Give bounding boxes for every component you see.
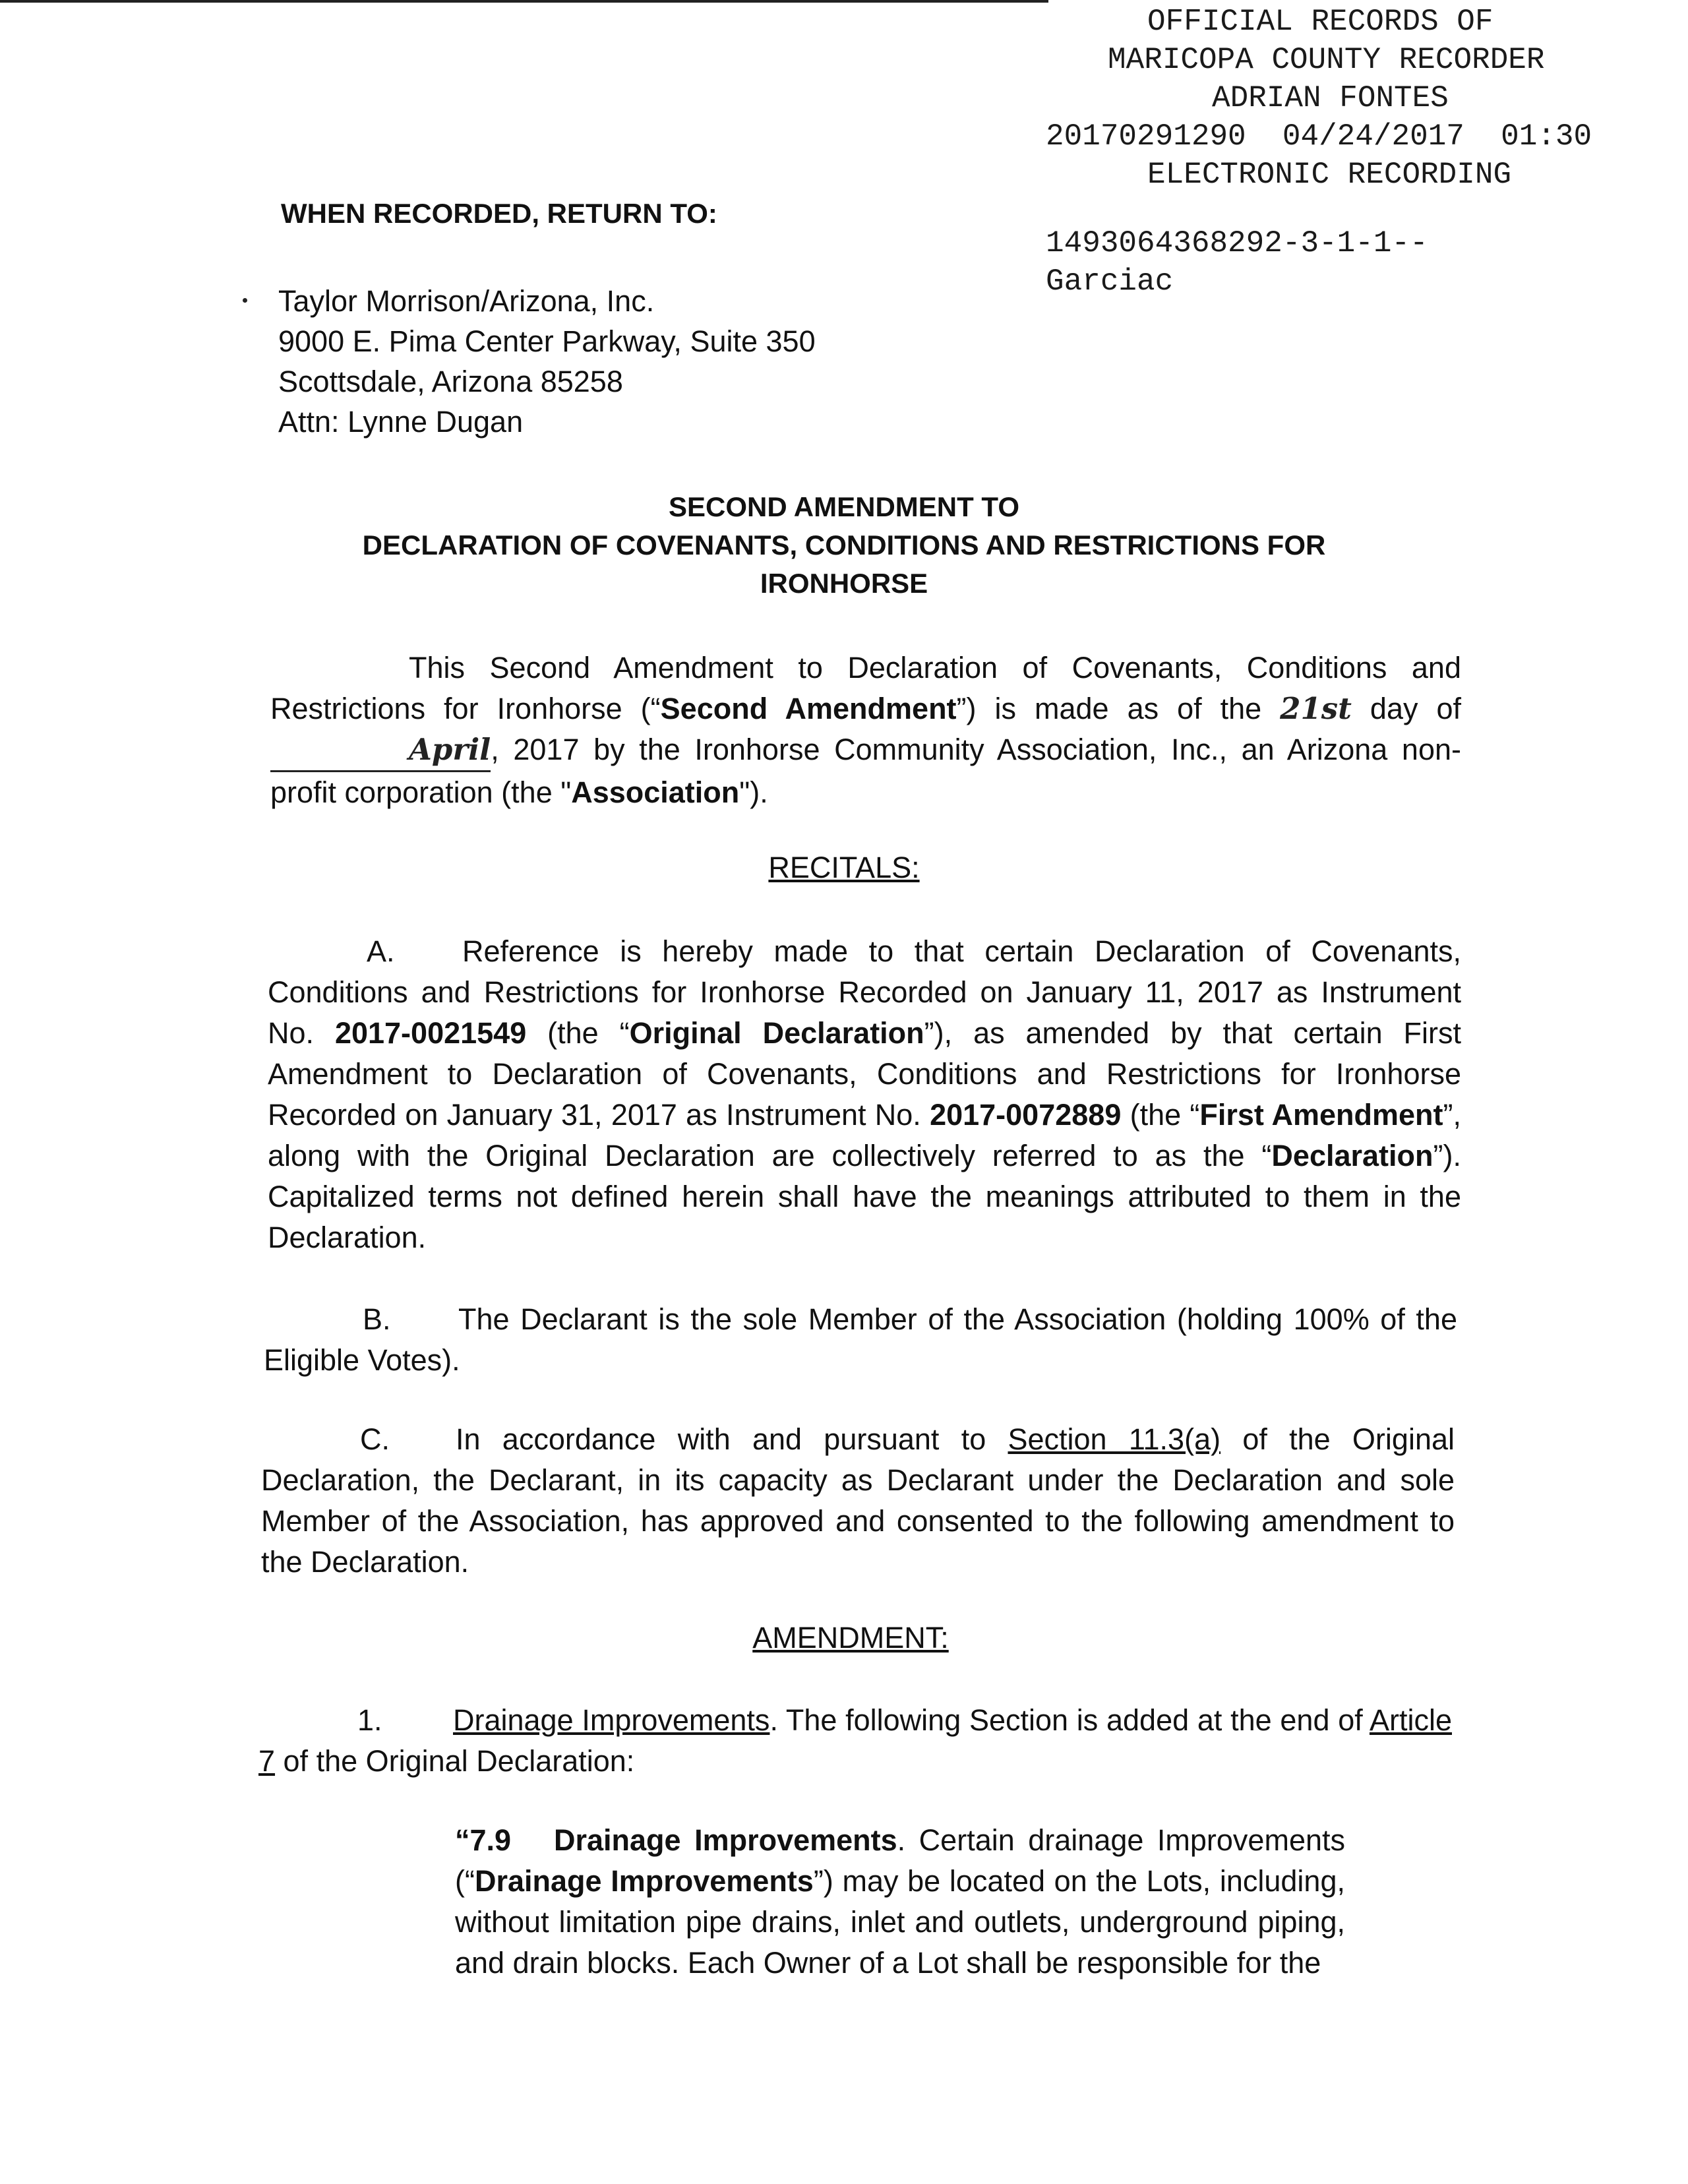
item-title: Drainage Improvements	[453, 1703, 770, 1737]
handwritten-month: April	[270, 729, 491, 772]
return-to-label: WHEN RECORDED, RETURN TO:	[281, 198, 717, 229]
defined-term: First Amendment	[1199, 1098, 1443, 1132]
top-rule	[0, 0, 1048, 3]
recording-id-line: 1493064368292-3-1-1--	[1046, 226, 1428, 260]
recording-clerk-line: Garciac	[1046, 264, 1174, 299]
recorder-line: OFFICIAL RECORDS OF	[1147, 5, 1493, 39]
return-address	[278, 281, 816, 442]
section-number: “7.9	[455, 1823, 512, 1857]
defined-term: Drainage Improvements	[474, 1864, 814, 1898]
amendment-heading: AMENDMENT:	[752, 1621, 949, 1654]
recording-id	[1046, 224, 1428, 301]
item-label: 1.	[357, 1703, 382, 1737]
recitals-heading: RECITALS:	[768, 851, 920, 884]
recorder-line: MARICOPA COUNTY RECORDER	[1108, 43, 1545, 77]
address-line: Attn: Lynne Dugan	[278, 405, 524, 439]
instrument-number: 2017-0072889	[930, 1098, 1122, 1132]
address-line: Taylor Morrison/Arizona, Inc.	[278, 284, 655, 318]
recital-b: B. The Declarant is the sole Member of the Association (holding 100% of the Eligible Votes).	[264, 1299, 1457, 1381]
intro-paragraph: This Second Amendment to Declaration of Covenants, Conditions and Restrictions for Ironhorse (“Second Amendment”) is made as of the 21st day of April, 2017 by the Ironhorse Community Association, Inc., an Arizona non-profit corporation (the "Association").	[270, 651, 1461, 809]
address-line: Scottsdale, Arizona 85258	[278, 365, 623, 398]
recital-label: A.	[367, 934, 395, 968]
defined-term: Original Declaration	[629, 1016, 924, 1050]
instrument-number: 2017-0021549	[334, 1016, 527, 1050]
recital-label: B.	[363, 1302, 391, 1336]
section-reference: Section 11.3(a)	[1008, 1422, 1221, 1456]
handwritten-day: 21st	[1280, 691, 1352, 726]
amendment-item-1: 1. Drainage Improvements. The following Section is added at the end of Article 7 of the Original Declaration:	[258, 1700, 1452, 1782]
quoted-section: “7.9 Drainage Improvements. Certain drainage Improvements (“Drainage Improvements”) may be located on the Lots, including, without limitation pipe drains, inlet and outlets, underground piping, and drain blocks. Each Owner of a Lot shall be responsible for the	[455, 1820, 1345, 1984]
recital-label: C.	[360, 1422, 390, 1456]
recording-number-line: 20170291290 04/24/2017 01:30	[1046, 119, 1592, 154]
title-line: SECOND AMENDMENT TO	[668, 491, 1019, 522]
recorder-stamp	[1029, 3, 1688, 194]
document-title	[0, 488, 1688, 603]
defined-term: Association	[571, 775, 740, 809]
defined-term: Declaration	[1271, 1139, 1433, 1172]
article-reference: Article 7	[258, 1703, 1452, 1778]
title-line: IRONHORSE	[760, 568, 928, 599]
recital-a: A. Reference is hereby made to that certain Declaration of Covenants, Conditions and Restrictions for Ironhorse Recorded on January 11, 2017 as Instrument No. 2017-0021549 (the “Original Declaration”), as amended by that certain First Amendment to Declaration of Covenants, Conditions and Restrictions for Ironhorse Recorded on January 31, 2017 as Instrument No. 2017-0072889 (the “First Amendment”, along with the Original Declaration are collectively referred to as the “Declaration”). Capitalized terms not defined herein shall have the meanings attributed to them in the Declaration.	[268, 931, 1461, 1258]
recital-c: C. In accordance with and pursuant to Section 11.3(a) of the Original Declaration, the Declarant, in its capacity as Declarant under the Declaration and sole Member of the Association, has approved and consented to the following amendment to the Declaration.	[261, 1419, 1455, 1583]
address-line: 9000 E. Pima Center Parkway, Suite 350	[278, 324, 816, 358]
stray-mark	[243, 298, 247, 303]
section-title: Drainage Improvements	[554, 1823, 897, 1857]
title-line: DECLARATION OF COVENANTS, CONDITIONS AND RESTRICTIONS FOR	[362, 530, 1326, 561]
defined-term: Second Amendment	[660, 692, 957, 725]
recorder-line: ADRIAN FONTES	[1212, 81, 1449, 115]
recorder-line: ELECTRONIC RECORDING	[1147, 158, 1512, 192]
